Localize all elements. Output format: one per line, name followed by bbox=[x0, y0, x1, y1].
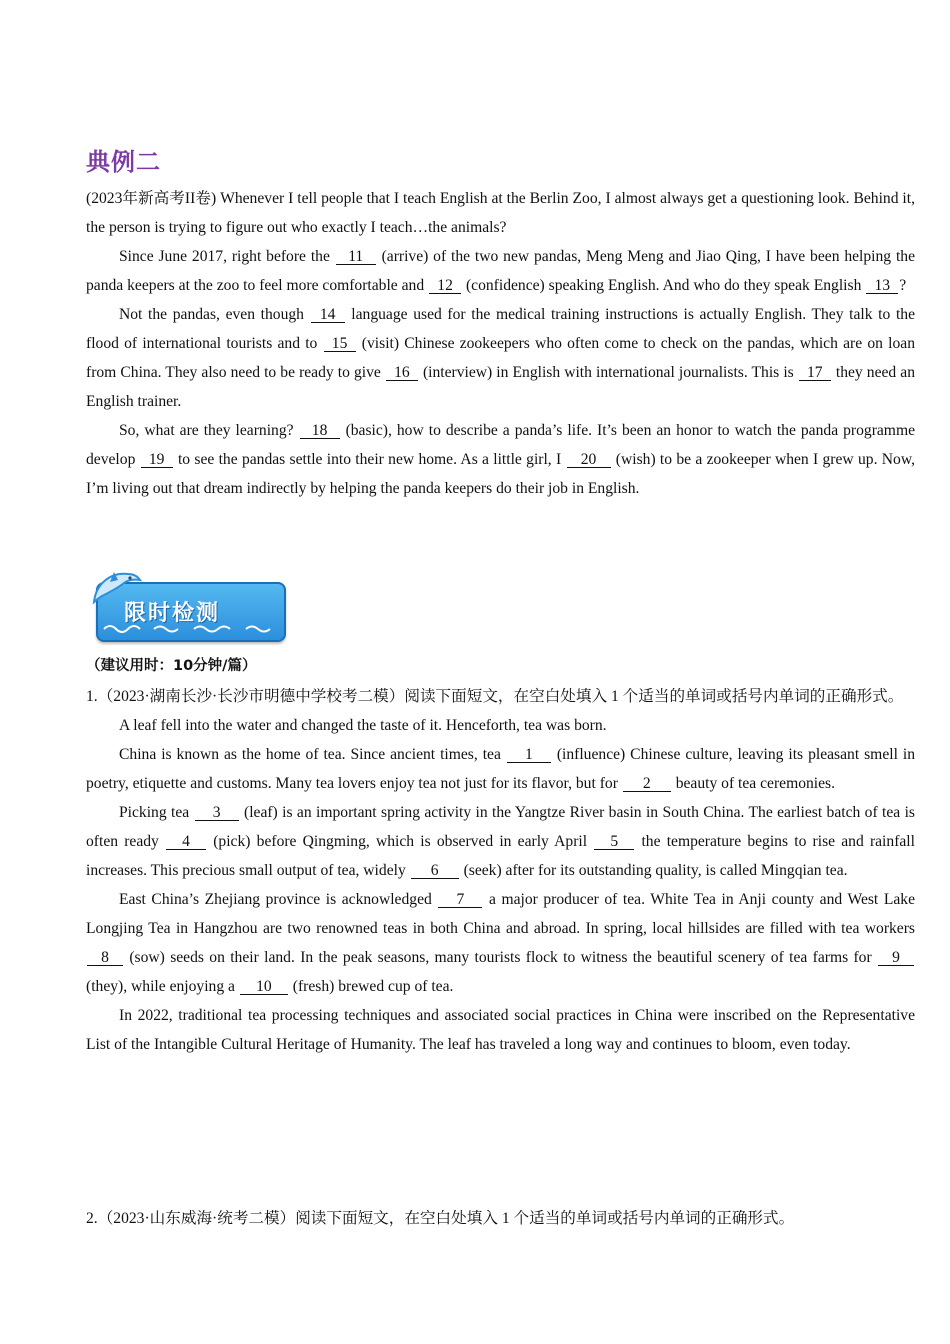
blank-18[interactable]: 18 bbox=[300, 423, 340, 439]
badge-label: 限时检测 bbox=[124, 601, 221, 626]
timed-test-badge bbox=[88, 566, 284, 642]
example-passage bbox=[86, 184, 915, 503]
example-heading: 典例二 bbox=[86, 148, 161, 176]
blank-2[interactable]: 2 bbox=[623, 776, 671, 792]
blank-6[interactable]: 6 bbox=[411, 863, 459, 879]
blank-9[interactable]: 9 bbox=[878, 950, 914, 966]
question-2-intro: 2.（2023·山东威海·统考二模）阅读下面短文，在空白处填入 1 个适当的单词或括号内单词的正确形式。 bbox=[86, 1210, 795, 1227]
q1-para-4: East China’s Zhejiang province is acknowledged 7 a major producer of tea. White Tea in Anji county and West Lake Longjing Tea in Hangzhou are two renowned teas in both China and abroad. In spring, local hillsides are filled with tea workers 8 (sow) seeds on their land. In the peak seasons, many tourists flock to witness the beautiful scenery of tea farms for 9 (they), while enjoying a 10 (fresh) brewed cup of tea. bbox=[86, 891, 915, 995]
blank-13[interactable]: 13 bbox=[866, 278, 898, 294]
blank-10[interactable]: 10 bbox=[240, 979, 288, 995]
question-2 bbox=[86, 1204, 915, 1233]
q1-para-3: Picking tea 3 (leaf) is an important spring activity in the Yangtze River basin in South China. The earliest batch of tea is often ready 4 (pick) before Qingming, which is observed in early April 5 the temperature begins to rise and rainfall increases. This precious small output of tea, widely 6 (seek) after for its outstanding quality, is called Mingqian tea. bbox=[86, 804, 916, 879]
example-para-2: Since June 2017, right before the 11 (arrive) of the two new pandas, Meng Meng and Jiao Qing, I have been helping the panda keepers at the zoo to feel more comfortable and 12 (confidence) speaking English. And who do they speak English 13 ? bbox=[86, 248, 916, 294]
blank-1[interactable]: 1 bbox=[507, 747, 551, 763]
blank-19[interactable]: 19 bbox=[141, 452, 173, 468]
blank-17[interactable]: 17 bbox=[799, 365, 831, 381]
blank-14[interactable]: 14 bbox=[311, 307, 345, 323]
q1-para-2: China is known as the home of tea. Since ancient times, tea 1 (influence) Chinese culture, leaving its pleasant smell in poetry, etiquette and customs. Many tea lovers enjoy tea not just for its flavor, but for 2 beauty of tea ceremonies. bbox=[86, 746, 915, 792]
blank-5[interactable]: 5 bbox=[594, 834, 634, 850]
q1-para-1: A leaf fell into the water and changed the taste of it. Henceforth, tea was born. bbox=[119, 717, 607, 734]
question-1-intro: 1.（2023·湖南长沙·长沙市明德中学校考二模）阅读下面短文，在空白处填入 1 个适当的单词或括号内单词的正确形式。 bbox=[86, 688, 904, 705]
blank-15[interactable]: 15 bbox=[324, 336, 356, 352]
q1-para-5: In 2022, traditional tea processing techniques and associated social practices in China were inscribed on the Representative List of the Intangible Cultural Heritage of Humanity. The leaf has traveled a long way and continues to bloom, even today. bbox=[86, 1007, 915, 1053]
blank-20[interactable]: 20 bbox=[567, 452, 611, 468]
blank-8[interactable]: 8 bbox=[87, 950, 123, 966]
blank-11[interactable]: 11 bbox=[336, 249, 376, 265]
question-1 bbox=[86, 682, 915, 1059]
blank-3[interactable]: 3 bbox=[195, 805, 239, 821]
wave-decoration bbox=[102, 622, 278, 634]
example-para-4: So, what are they learning? 18 (basic), how to describe a panda’s life. It’s been an honor to watch the panda programme develop 19 to see the pandas settle into their new home. As a little girl, I 20 (wish) to be a zookeeper when I grew up. Now, I’m living out that dream indirectly by helping the panda keepers do their job in English. bbox=[86, 422, 915, 497]
blank-16[interactable]: 16 bbox=[386, 365, 418, 381]
example-para-3: Not the pandas, even though 14 language used for the medical training instructions is actually English. They talk to the flood of international tourists and to 15 (visit) Chinese zookeepers who often come to check on the pandas, which are on loan from China. They also need to be ready to give 16 (interview) in English with international journalists. This is 17 they need an English trainer. bbox=[86, 306, 916, 410]
example-para-1: (2023年新高考II卷) Whenever I tell people that I teach English at the Berlin Zoo, I almost always get a questioning look. Behind it, the person is trying to figure out who exactly I teach…the animals? bbox=[86, 190, 915, 236]
blank-7[interactable]: 7 bbox=[438, 892, 482, 908]
suggested-time: （建议用时：10分钟/篇） bbox=[86, 658, 257, 674]
blank-12[interactable]: 12 bbox=[429, 278, 461, 294]
blank-4[interactable]: 4 bbox=[166, 834, 206, 850]
